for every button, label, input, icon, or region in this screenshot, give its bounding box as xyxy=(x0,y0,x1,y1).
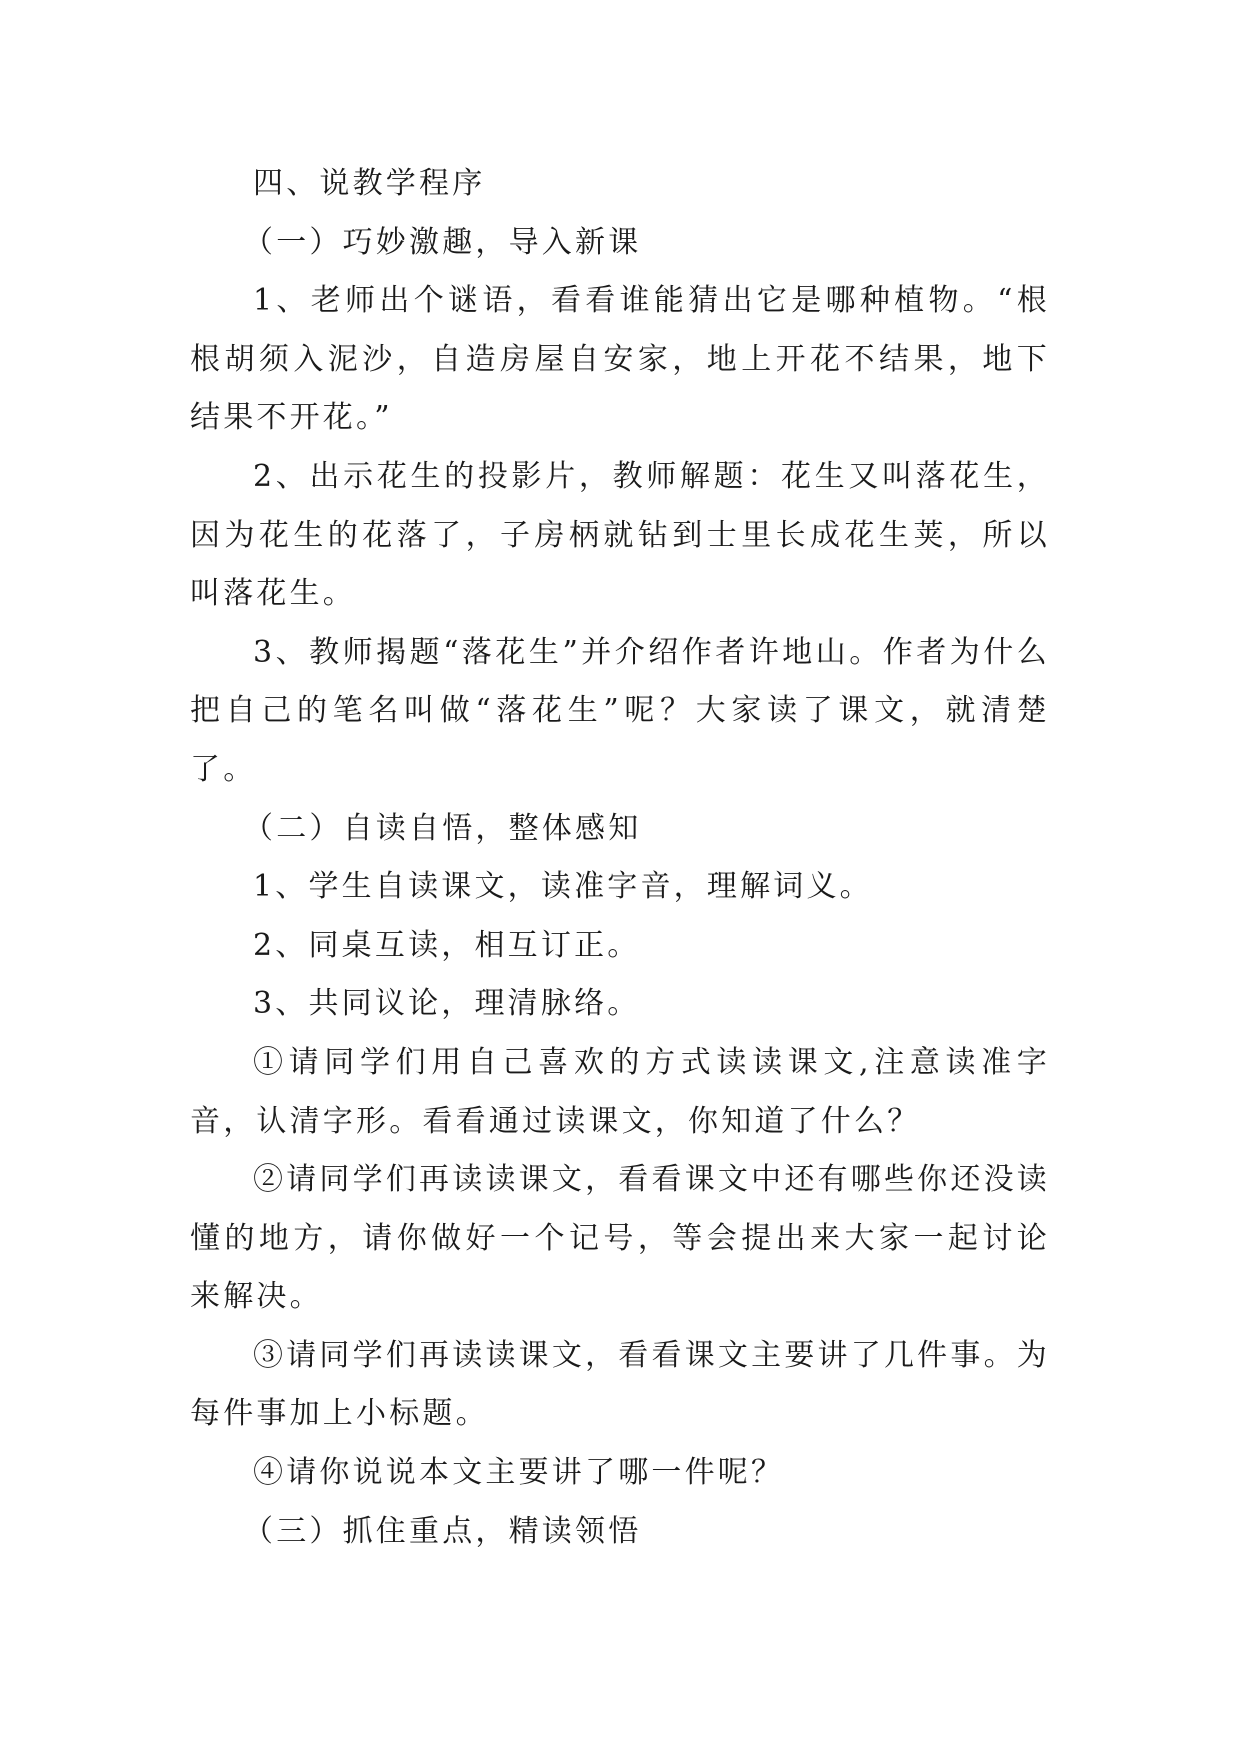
subsection-heading: （一）巧妙激趣，导入新课 xyxy=(243,224,642,260)
paragraph: 2、同桌互读，相互订正。 xyxy=(253,927,641,963)
paragraph: 2、出示花生的投影片，教师解题：花生又叫落花生，因为花生的花落了，子房柄就钻到士里长成花生荚，所以叫落花生。 xyxy=(190,458,1050,612)
paragraph: ①请同学们用自己喜欢的方式读读课文,注意读准字音，认清字形。看看通过读课文，你知道了什么？ xyxy=(190,1044,1050,1139)
subsection-heading: （二）自读自悟，整体感知 xyxy=(243,810,642,846)
subsection-heading: （三）抓住重点，精读领悟 xyxy=(243,1513,642,1549)
paragraph: ③请同学们再读读课文，看看课文主要讲了几件事。为每件事加上小标题。 xyxy=(190,1337,1050,1432)
paragraph: 3、教师揭题“落花生”并介绍作者许地山。作者为什么把自己的笔名叫做“落花生”呢？大家读了课文，就清楚了。 xyxy=(190,634,1050,787)
paragraph: 1、学生自读课文，读准字音，理解词义。 xyxy=(253,869,873,905)
section-heading: 四、说教学程序 xyxy=(253,166,486,201)
paragraph: ②请同学们再读读课文，看看课文中还有哪些你还没读懂的地方，请你做好一个记号，等会提出来大家一起讨论来解决。 xyxy=(190,1162,1050,1315)
paragraph: ④请你说说本文主要讲了哪一件呢？ xyxy=(253,1455,785,1491)
paragraph: 1、老师出个谜语，看看谁能猜出它是哪种植物。“根根胡须入泥沙，自造房屋自安家，地上开花不结果，地下结果不开花。” xyxy=(190,283,1050,436)
paragraph: 3、共同议论，理清脉络。 xyxy=(253,986,641,1022)
document-page xyxy=(190,155,1050,1561)
